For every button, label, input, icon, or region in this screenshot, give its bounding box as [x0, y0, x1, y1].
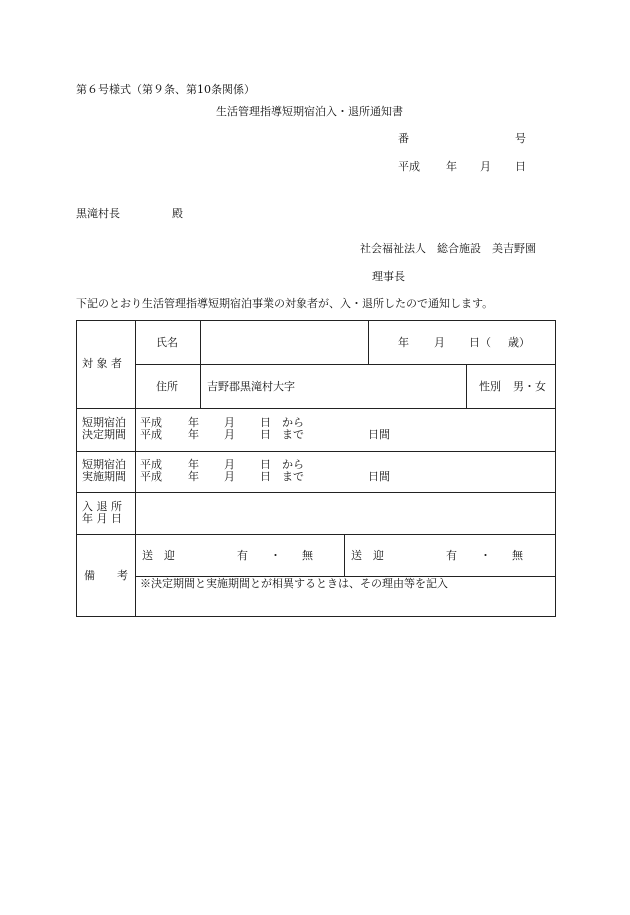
date-month: 月 [480, 160, 491, 173]
document-title: 生活管理指導短期宿泊入・退所通知書 [216, 105, 403, 118]
number-go: 号 [515, 132, 526, 145]
remarks-label: 備 考 [84, 569, 128, 582]
date-era: 平成 [398, 160, 420, 173]
subject-label: 対 象 者 [82, 357, 122, 370]
pickup-2-label: 送 迎 [351, 549, 384, 562]
pickup-1-label: 送 迎 [142, 549, 175, 562]
sender-title: 理事長 [372, 270, 405, 283]
dob-month: 月 [434, 336, 445, 349]
inout-field[interactable] [138, 496, 552, 530]
form-id: 第６号様式（第９条、第10条関係） [76, 83, 255, 96]
pickup-1-yes[interactable]: 有 [237, 549, 248, 562]
notice-table: 対 象 者 氏名 年 月 日（ 歳） 住所 吉野郡黒滝村大字 性別 男・女 短期宿泊 決定期間 平成 年 月 日 から 平成 年 月 日 まで 日間 短期宿泊 実施期間 平成 年 月 日 から 平成 年 月 日 まで 日間 入 退 所 年 月 日 備 考 送 迎 有 ・ 無 送 迎 有 ・ 無 ※決定期間と実施期間とが相異するときは、その理由等を記入 [76, 320, 556, 617]
intro-text: 下記のとおり生活管理指導短期宿泊事業の対象者が、入・退所したので通知します。 [76, 297, 494, 310]
name-label: 氏名 [156, 336, 178, 349]
pickup-1-no[interactable]: 無 [302, 549, 313, 562]
pickup-2-yes[interactable]: 有 [446, 549, 457, 562]
pickup-1-dot: ・ [270, 549, 281, 562]
address-value[interactable]: 吉野郡黒滝村大字 [207, 380, 295, 393]
pickup-2-dot: ・ [480, 549, 491, 562]
addressee-honorific: 殿 [172, 207, 183, 220]
address-label: 住所 [156, 380, 178, 393]
actual-days: 日間 [368, 470, 390, 483]
date-year: 年 [446, 160, 457, 173]
sender-org: 社会福祉法人 総合施設 美吉野園 [360, 242, 536, 255]
inout-label: 入 退 所 年 月 日 [82, 500, 122, 525]
date-day: 日 [515, 160, 526, 173]
addressee-name: 黒滝村長 [76, 207, 120, 220]
dob-year: 年 [398, 336, 409, 349]
name-field[interactable] [202, 322, 366, 362]
decided-days: 日間 [368, 428, 390, 441]
number-ban: 番 [398, 132, 409, 145]
gender-label: 性別 [479, 380, 501, 393]
actual-label: 短期宿泊 実施期間 [82, 458, 126, 483]
dob-age: 歳） [508, 336, 530, 349]
gender-options[interactable]: 男・女 [513, 380, 546, 393]
pickup-2-no[interactable]: 無 [512, 549, 523, 562]
decided-label: 短期宿泊 決定期間 [82, 416, 126, 441]
dob-day: 日（ [469, 336, 491, 349]
remarks-note: ※決定期間と実施期間とが相異するときは、その理由等を記入 [140, 577, 448, 590]
